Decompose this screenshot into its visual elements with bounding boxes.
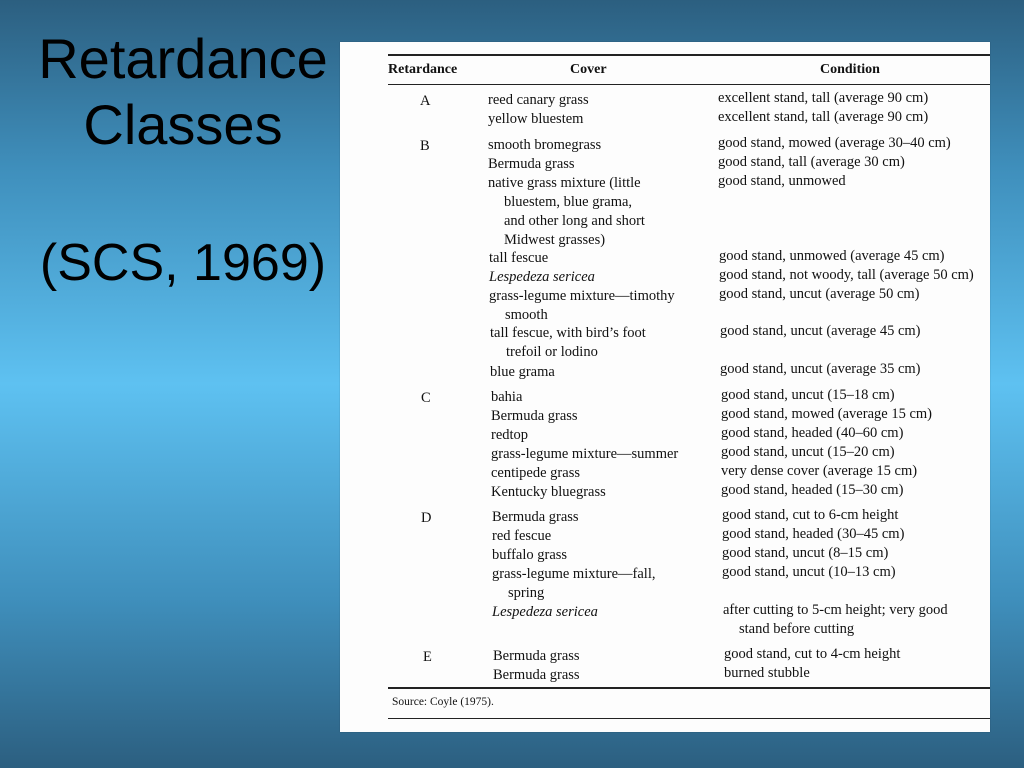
cover-cell: centipede grass — [491, 465, 580, 481]
condition-cell: good stand, tall (average 30 cm) — [718, 154, 905, 170]
condition-cell: very dense cover (average 15 cm) — [721, 463, 918, 479]
cover-cell: buffalo grass — [492, 547, 568, 563]
cover-cell: trefoil or lodino — [506, 344, 598, 360]
header-condition: Condition — [820, 62, 880, 77]
cover-cell: Lespedeza sericea — [492, 604, 598, 620]
cover-cell: yellow bluestem — [488, 111, 584, 127]
table-header-rule — [388, 84, 990, 85]
source-rule — [388, 718, 990, 719]
class-a: A — [420, 93, 431, 109]
condition-cell: good stand, uncut (8–15 cm) — [722, 545, 889, 561]
condition-cell: stand before cutting — [739, 621, 855, 637]
cover-cell: blue grama — [490, 364, 555, 380]
cover-cell: red fescue — [492, 528, 552, 544]
condition-cell: good stand, uncut (15–20 cm) — [721, 444, 895, 460]
condition-cell: good stand, mowed (average 15 cm) — [721, 406, 932, 422]
condition-cell: good stand, headed (15–30 cm) — [721, 482, 904, 498]
cover-cell: redtop — [491, 427, 529, 443]
cover-cell: grass-legume mixture—fall, — [492, 566, 656, 582]
cover-cell: bahia — [491, 389, 523, 405]
cover-cell: tall fescue, with bird’s foot — [490, 325, 646, 341]
slide-title-line-2: Classes — [83, 93, 283, 156]
slide-title-line-1: Retardance — [38, 27, 328, 90]
condition-cell: good stand, not woody, tall (average 50 cm) — [719, 267, 974, 283]
cover-cell: Bermuda grass — [492, 509, 579, 525]
cover-cell: native grass mixture (little — [488, 175, 641, 191]
condition-cell: good stand, cut to 4-cm height — [724, 646, 901, 662]
condition-cell: good stand, uncut (average 35 cm) — [720, 361, 921, 377]
condition-cell: good stand, unmowed — [718, 173, 846, 189]
slide-subtitle: (SCS, 1969) — [39, 234, 327, 292]
class-b: B — [420, 138, 430, 154]
cover-cell: Lespedeza sericea — [489, 269, 595, 285]
condition-cell: good stand, headed (40–60 cm) — [721, 425, 904, 441]
condition-cell: burned stubble — [724, 665, 810, 681]
condition-cell: excellent stand, tall (average 90 cm) — [718, 90, 929, 106]
cover-cell: bluestem, blue grama, — [504, 194, 633, 210]
header-retardance: Retardance — [388, 62, 458, 77]
cover-cell: reed canary grass — [488, 92, 589, 108]
condition-cell: good stand, uncut (10–13 cm) — [722, 564, 896, 580]
condition-cell: good stand, uncut (15–18 cm) — [721, 387, 895, 403]
cover-cell: tall fescue — [489, 250, 549, 266]
condition-cell: good stand, mowed (average 30–40 cm) — [718, 135, 951, 151]
table-source-note: Source: Coyle (1975). — [392, 696, 494, 708]
condition-cell: after cutting to 5-cm height; very good — [723, 602, 948, 618]
cover-cell: smooth bromegrass — [488, 137, 602, 153]
cover-cell: grass-legume mixture—timothy — [489, 288, 675, 304]
slide-title — [0, 26, 366, 158]
retardance-table-image — [340, 42, 990, 732]
cover-cell: Bermuda grass — [488, 156, 575, 172]
condition-cell: good stand, uncut (average 50 cm) — [719, 286, 920, 302]
cover-cell: spring — [508, 585, 545, 601]
condition-cell: good stand, cut to 6-cm height — [722, 507, 899, 523]
table-bottom-rule — [388, 687, 990, 689]
class-e: E — [423, 649, 432, 665]
cover-cell: Bermuda grass — [493, 648, 580, 664]
class-d: D — [421, 510, 432, 526]
cover-cell: Midwest grasses) — [504, 232, 606, 248]
table-top-rule — [388, 54, 990, 56]
condition-cell: good stand, headed (30–45 cm) — [722, 526, 905, 542]
cover-cell: and other long and short — [504, 213, 645, 229]
cover-cell: Bermuda grass — [493, 667, 580, 683]
header-cover: Cover — [570, 62, 607, 77]
condition-cell: excellent stand, tall (average 90 cm) — [718, 109, 929, 125]
class-c: C — [421, 390, 431, 406]
condition-cell: good stand, unmowed (average 45 cm) — [719, 248, 945, 264]
condition-cell: good stand, uncut (average 45 cm) — [720, 323, 921, 339]
cover-cell: Bermuda grass — [491, 408, 578, 424]
cover-cell: smooth — [505, 307, 548, 323]
cover-cell: Kentucky bluegrass — [491, 484, 606, 500]
cover-cell: grass-legume mixture—summer — [491, 446, 679, 462]
